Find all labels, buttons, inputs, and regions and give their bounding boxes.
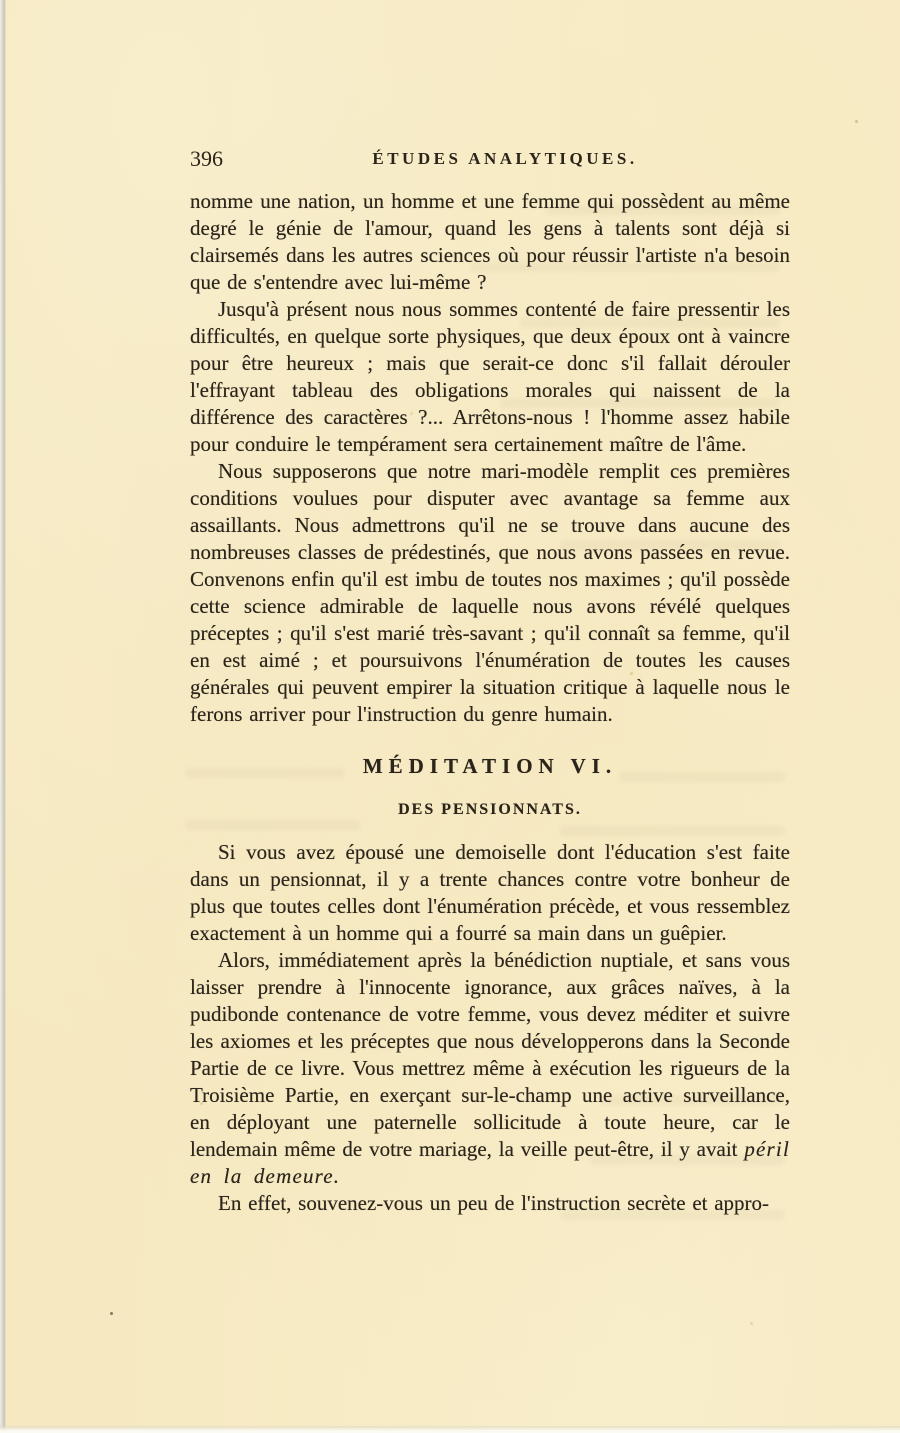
paragraph: Jusqu'à présent nous nous sommes contenté de faire pressentir les difficultés, en quelque sorte physiques, que deux époux ont à vaincre pour être heureux ; mais que serait-ce donc s'il fallait dérouler l'effrayant tableau des obligations morales qui naissent de la différence des caractères ?... Arrêtons-nous ! l'homme assez habile pour conduire le tempérament sera certainement maître de l'âme. [190,297,790,456]
meditation-subheading: DES PENSIONNATS. [398,801,582,818]
paragraph: Si vous avez épousé une demoiselle dont l'éducation s'est faite dans un pensionnat, il y a trente chances contre votre bonheur de plus que toutes celles dont l'énumération précède, et vous ressemblez exactement à un homme qui a fourré sa main dans un guêpier. [190,840,790,945]
page-number: 396 [190,146,223,171]
paragraph [190,947,790,1190]
continuation-paragraph: nomme une nation, un homme et une femme qui possèdent au même degré le génie de l'amour, quand les gens à talents sont déjà si clairsemés dans les autres sciences où pour réussir l'artiste n'a besoin que de s'entendre avec lui-même ? [190,189,790,294]
bottom-page-edge [0,1426,900,1433]
ink-speck [110,1312,113,1315]
paragraph-text: Alors, immédiatement après la bénédiction nuptiale, et sans vous laisser prendre à l'innocente ignorance, aux grâces naïves, à la pudibonde contenance de votre femme, vous devez méditer et suivre les axiomes et les préceptes que nous développerons dans la Seconde Partie de ce livre. Vous mettrez même à exécution les rigueurs de la Troisième Partie, en exerçant sur-le-champ une active surveillance, en déployant une paternelle sollicitude à toute heure, car le lendemain même de votre mariage, la veille peut-être, il y avait [190,948,790,1161]
paragraph: En effet, souvenez-vous un peu de l'instruction secrète et appro- [218,1191,770,1215]
page-header [190,146,790,172]
meditation-heading: MÉDITATION VI. [362,754,618,778]
paragraph: Nous supposerons que notre mari-modèle remplit ces premières conditions voulues pour disputer avec avantage sa femme aux assaillants. Nous admettrons qu'il ne se trouve dans aucune des nombreuses classes de prédestinés, que nous avons passées en revue. Convenons enfin qu'il est imbu de toutes nos maximes ; qu'il possède cette science admirable de laquelle nous avons révélé quelques préceptes ; qu'il s'est marié très-savant ; qu'il connaît sa femme, qu'il en est aimé ; et poursuivons l'énumération de toutes les causes générales qui peuvent empirer la situation critique à laquelle nous le ferons arriver pour l'instruction du genre humain. [190,459,790,726]
left-page-edge [0,0,6,1433]
running-title: ÉTUDES ANALYTIQUES. [372,149,638,168]
italic-phrase: péril en la demeure. [190,1137,790,1188]
text-block [190,146,790,1217]
